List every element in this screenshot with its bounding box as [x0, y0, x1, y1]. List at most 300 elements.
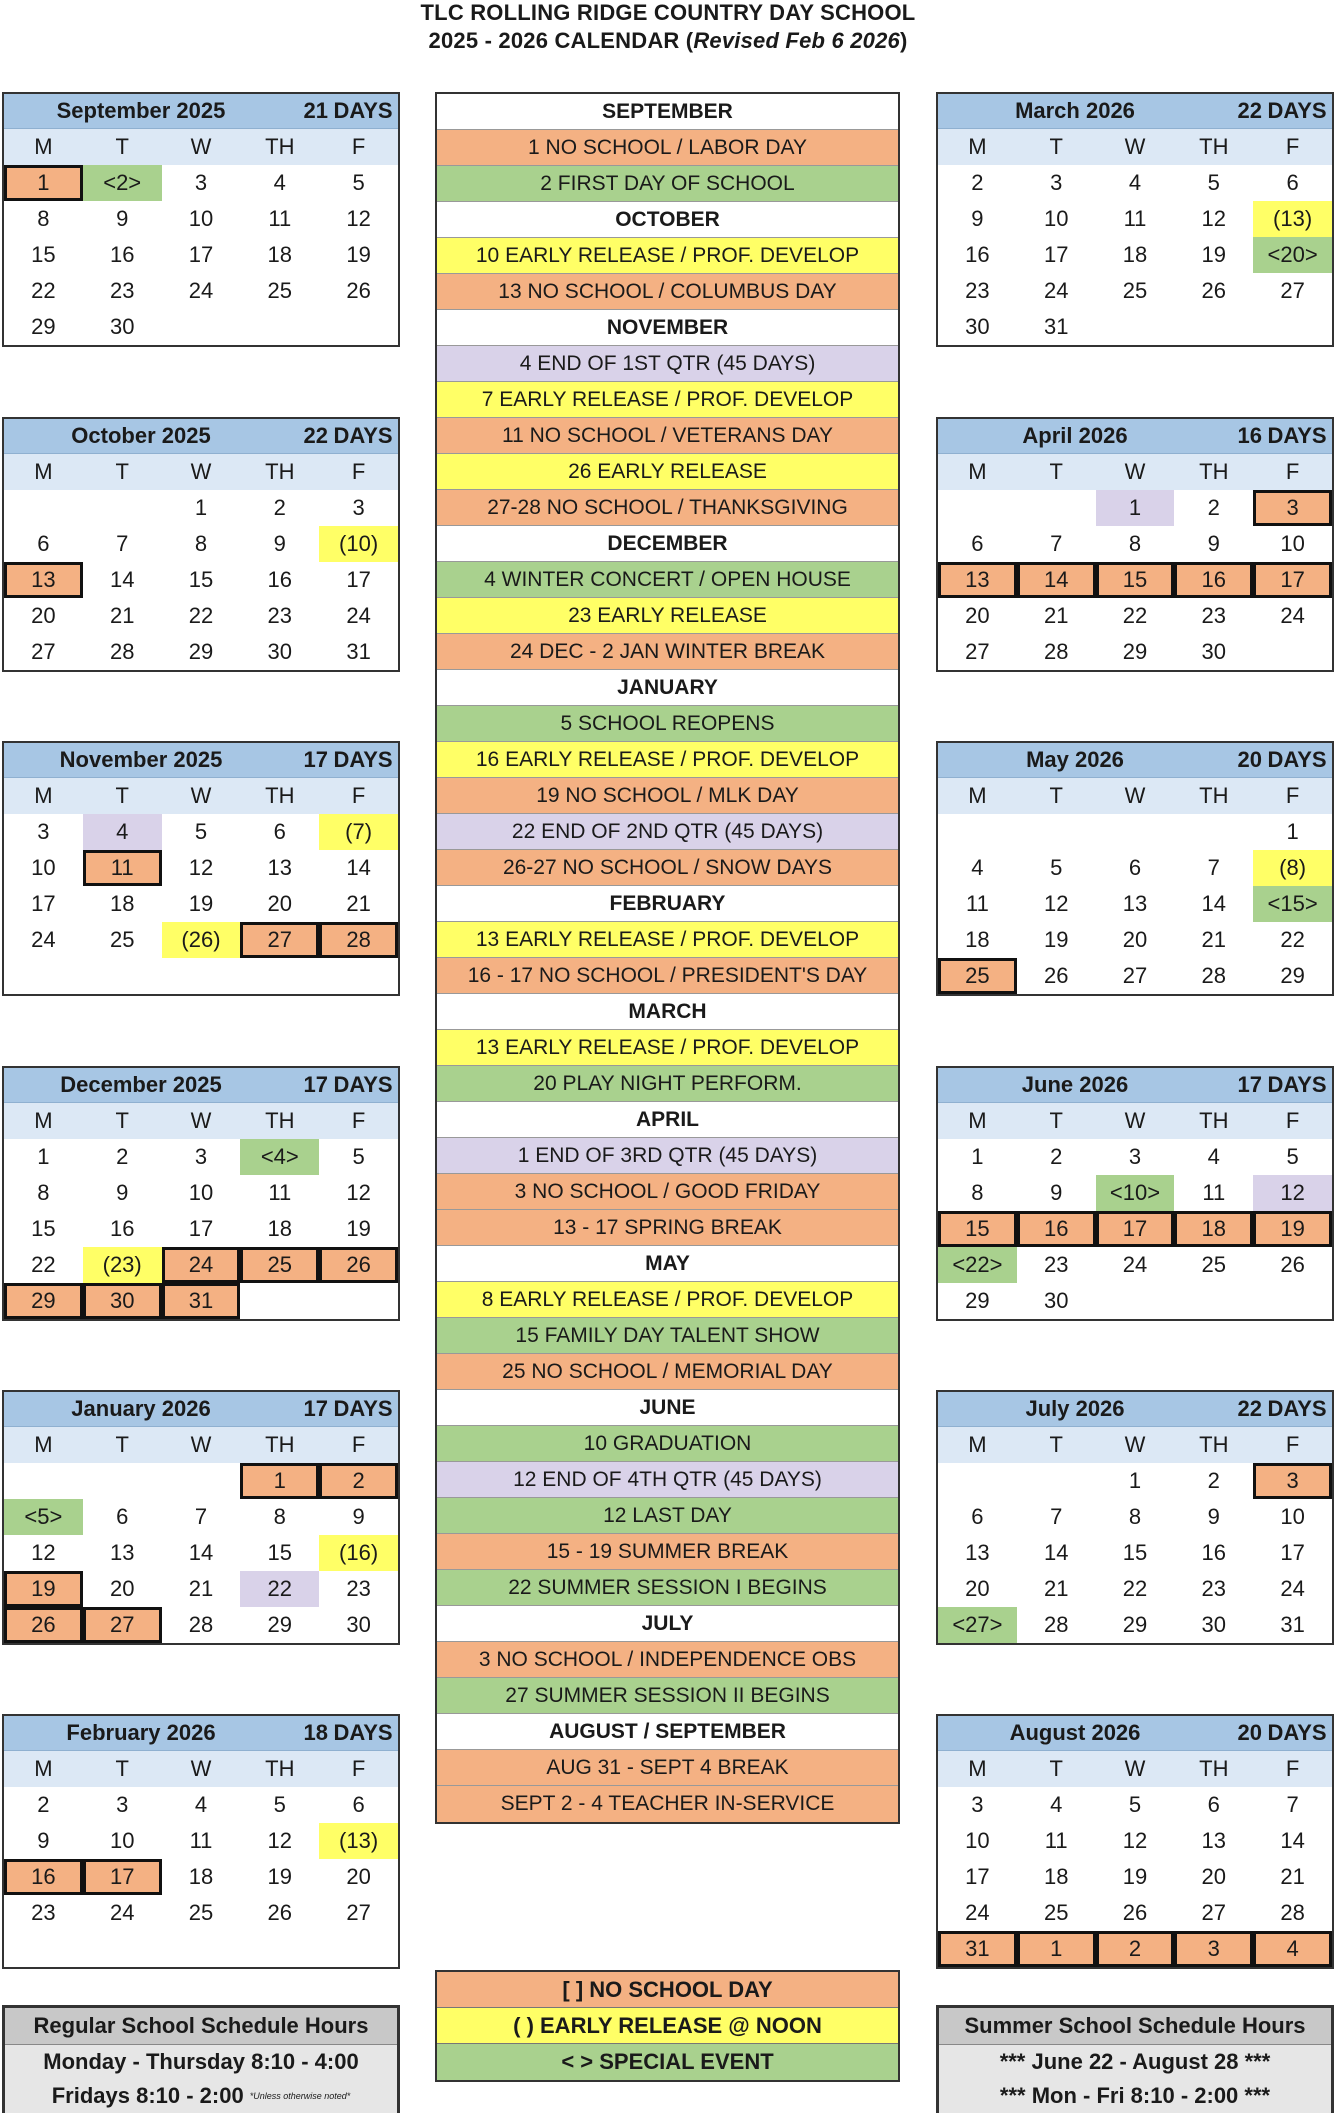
day-cell: 2 — [116, 1144, 129, 1169]
weekday-label: M — [34, 459, 53, 484]
day-cell: 24 — [1280, 1576, 1305, 1601]
day-cell — [4, 1931, 83, 1967]
week-row — [938, 1607, 1332, 1643]
day-cell: 7 — [116, 531, 129, 556]
day-cell — [1096, 309, 1175, 345]
event-month-heading: APRIL — [437, 1102, 898, 1138]
revised-date: Revised Feb 6 2026 — [693, 28, 900, 53]
weekday-label: F — [351, 459, 366, 484]
month-name: February 2026 — [66, 1720, 216, 1745]
week-row — [938, 562, 1332, 598]
day-cell: 23 — [31, 1900, 56, 1925]
weekday-label: TH — [265, 783, 295, 808]
day-cell: 3 — [1253, 490, 1332, 526]
event-item: 22 SUMMER SESSION I BEGINS — [437, 1570, 898, 1606]
day-cell: 28 — [319, 922, 398, 958]
week-row — [4, 1895, 398, 1931]
weekday-label: W — [190, 1432, 212, 1457]
day-cell: (8) — [1253, 850, 1332, 886]
day-cell: 26 — [267, 1900, 293, 1925]
day-cell — [240, 1931, 319, 1967]
day-cell: 21 — [109, 603, 135, 628]
day-cell: 27 — [1280, 278, 1305, 303]
weekday-label: T — [1049, 134, 1063, 159]
week-row — [4, 1211, 398, 1247]
month-header — [4, 419, 398, 454]
day-cell: 25 — [938, 958, 1017, 994]
event-item: 25 NO SCHOOL / MEMORIAL DAY — [437, 1354, 898, 1390]
day-cell — [1017, 490, 1096, 526]
weekday-label: T — [1049, 459, 1063, 484]
day-cell: 16 — [1174, 562, 1253, 598]
day-cell: 8 — [273, 1504, 286, 1529]
regular-hours-line2: Fridays 8:10 - 2:00 — [51, 2083, 244, 2108]
day-cell: 6 — [971, 531, 984, 556]
day-cell: 16 — [1201, 1540, 1227, 1565]
day-cell: 28 — [1043, 1612, 1069, 1637]
month-name: June 2026 — [1021, 1072, 1129, 1097]
week-row — [938, 273, 1332, 309]
day-cell: 10 — [1280, 1504, 1305, 1529]
event-item: 2 FIRST DAY OF SCHOOL — [437, 166, 898, 202]
day-cell: <15> — [1253, 886, 1332, 922]
day-cell: 5 — [273, 1792, 286, 1817]
day-cell: 17 — [1253, 562, 1332, 598]
day-cell: 18 — [1043, 1864, 1069, 1889]
month-calendar — [2, 1066, 400, 1321]
summer-hours-box — [936, 2005, 1334, 2113]
week-row — [938, 490, 1332, 526]
event-item: 7 EARLY RELEASE / PROF. DEVELOP — [437, 382, 898, 418]
month-name: December 2025 — [60, 1072, 222, 1097]
day-cell: 25 — [1201, 1252, 1227, 1277]
week-row — [938, 958, 1332, 994]
day-cell — [938, 490, 1017, 526]
weekday-header-row — [938, 1427, 1332, 1463]
day-cell: 29 — [4, 1283, 83, 1319]
week-row — [938, 1823, 1332, 1859]
day-cell: 27 — [240, 922, 319, 958]
day-cell — [938, 814, 1017, 850]
day-cell: 12 — [1253, 1175, 1332, 1211]
day-cell — [4, 958, 83, 994]
day-cell: 11 — [1044, 1828, 1068, 1853]
event-item: 3 NO SCHOOL / GOOD FRIDAY — [437, 1174, 898, 1210]
day-cell: 16 — [4, 1859, 83, 1895]
day-cell: 8 — [37, 1180, 50, 1205]
weekday-label: W — [190, 1756, 212, 1781]
day-cell: 2 — [1207, 1468, 1220, 1493]
day-cell: 4 — [1207, 1144, 1220, 1169]
days-label: DAYS — [1267, 1396, 1327, 1421]
month-header — [4, 743, 398, 778]
day-cell — [319, 1283, 398, 1319]
day-cell: 24 — [162, 1247, 241, 1283]
legend-item: ( ) EARLY RELEASE @ NOON — [437, 2008, 898, 2044]
day-cell: (23) — [83, 1247, 162, 1283]
day-cell: 9 — [37, 1828, 50, 1853]
week-row — [4, 634, 398, 670]
weekday-label: F — [351, 783, 366, 808]
day-cell — [83, 490, 162, 526]
weekday-label: TH — [265, 134, 295, 159]
weekday-label: W — [1124, 459, 1146, 484]
month-day-count: 17 — [1237, 1072, 1262, 1097]
day-cell: 6 — [273, 819, 286, 844]
event-item: 12 END OF 4TH QTR (45 DAYS) — [437, 1462, 898, 1498]
day-cell: 19 — [1122, 1864, 1148, 1889]
day-cell: 12 — [346, 1180, 371, 1205]
week-row — [938, 1931, 1332, 1967]
week-row — [938, 526, 1332, 562]
event-item: 4 WINTER CONCERT / OPEN HOUSE — [437, 562, 898, 598]
day-cell: 27 — [1201, 1900, 1227, 1925]
day-cell: <27> — [938, 1607, 1017, 1643]
week-row — [4, 1859, 398, 1895]
day-cell: (10) — [319, 526, 398, 562]
week-row — [4, 598, 398, 634]
week-row — [4, 1139, 398, 1175]
day-cell: 24 — [1280, 603, 1305, 628]
day-cell — [4, 1463, 83, 1499]
event-item: 10 EARLY RELEASE / PROF. DEVELOP — [437, 238, 898, 274]
weekday-label: T — [115, 459, 129, 484]
day-cell: 25 — [1043, 1900, 1069, 1925]
day-cell — [240, 1283, 319, 1319]
day-cell — [162, 958, 241, 994]
day-cell: 3 — [194, 170, 208, 195]
weekday-label: F — [351, 1108, 366, 1133]
weekday-label: M — [34, 1108, 53, 1133]
day-cell — [319, 309, 398, 345]
day-cell: 20 — [109, 1576, 135, 1601]
day-cell — [1253, 309, 1332, 345]
day-cell: (7) — [319, 814, 398, 850]
week-row — [4, 309, 398, 345]
day-cell: 6 — [37, 531, 50, 556]
day-cell — [162, 309, 241, 345]
event-item: 15 - 19 SUMMER BREAK — [437, 1534, 898, 1570]
day-cell: 26 — [1280, 1252, 1305, 1277]
day-cell — [83, 1931, 162, 1967]
day-cell: 5 — [1286, 1144, 1299, 1169]
day-cell: 6 — [1286, 170, 1299, 195]
day-cell: 5 — [1207, 170, 1220, 195]
day-cell: 26 — [1201, 278, 1227, 303]
weekday-header-row — [938, 454, 1332, 490]
day-cell: 24 — [346, 603, 371, 628]
day-cell: 20 — [267, 891, 293, 916]
month-calendar — [936, 1066, 1334, 1321]
month-day-count: 16 — [1237, 423, 1262, 448]
month-day-count: 18 — [303, 1720, 328, 1745]
day-cell: 12 — [188, 855, 214, 880]
day-cell: 17 — [83, 1859, 162, 1895]
day-cell: 7 — [194, 1504, 208, 1529]
day-cell: 5 — [1050, 855, 1063, 880]
day-cell: 20 — [1201, 1864, 1227, 1889]
week-row — [938, 1859, 1332, 1895]
weekday-label: W — [190, 1108, 212, 1133]
day-cell: 22 — [1122, 1576, 1148, 1601]
regular-hours-note: *Unless otherwise noted* — [249, 2091, 351, 2101]
day-cell: (13) — [1253, 201, 1332, 237]
day-cell: 29 — [1122, 639, 1148, 664]
day-cell: 13 — [1201, 1828, 1227, 1853]
week-row — [938, 850, 1332, 886]
day-cell: 20 — [965, 603, 990, 628]
event-item: 16 - 17 NO SCHOOL / PRESIDENT'S DAY — [437, 958, 898, 994]
event-item: 12 LAST DAY — [437, 1498, 898, 1534]
day-cell: 5 — [194, 819, 208, 844]
day-cell: 29 — [31, 314, 56, 339]
day-cell: 27 — [83, 1607, 162, 1643]
day-cell: 17 — [188, 1216, 214, 1241]
month-name: April 2026 — [1022, 423, 1128, 448]
weekday-label: W — [1124, 1108, 1146, 1133]
legend — [435, 1970, 900, 2082]
day-cell: 17 — [1043, 242, 1069, 267]
legend-item: [ ] NO SCHOOL DAY — [437, 1972, 898, 2008]
day-cell — [83, 958, 162, 994]
week-row — [938, 1499, 1332, 1535]
weekday-label: M — [968, 1108, 987, 1133]
week-row — [4, 273, 398, 309]
weekday-label: TH — [1199, 134, 1229, 159]
week-row — [4, 1247, 398, 1283]
weekday-label: W — [190, 459, 212, 484]
event-item: 13 - 17 SPRING BREAK — [437, 1210, 898, 1246]
day-cell: 30 — [965, 314, 990, 339]
day-cell: 2 — [1050, 1144, 1063, 1169]
week-row — [4, 1499, 398, 1535]
days-label: DAYS — [1267, 423, 1327, 448]
day-cell — [1174, 1283, 1253, 1319]
day-cell: 5 — [352, 170, 365, 195]
regular-hours-box — [2, 2005, 400, 2113]
day-cell: 7 — [1050, 531, 1063, 556]
weekday-label: F — [351, 1756, 366, 1781]
day-cell: 28 — [109, 639, 135, 664]
day-cell: 19 — [267, 1864, 293, 1889]
day-cell: (16) — [319, 1535, 398, 1571]
day-cell — [1017, 1463, 1096, 1499]
day-cell: 10 — [188, 206, 214, 231]
week-row — [938, 922, 1332, 958]
weekday-header-row — [938, 1751, 1332, 1787]
day-cell: 6 — [116, 1504, 129, 1529]
day-cell: 21 — [1043, 603, 1069, 628]
day-cell: 4 — [1253, 1931, 1332, 1967]
day-cell: 27 — [965, 639, 990, 664]
day-cell: 28 — [1043, 639, 1069, 664]
days-label: DAYS — [1267, 98, 1327, 123]
event-item: 5 SCHOOL REOPENS — [437, 706, 898, 742]
day-cell: 7 — [1050, 1504, 1063, 1529]
week-row — [938, 1895, 1332, 1931]
day-cell: 21 — [1201, 927, 1227, 952]
month-header — [4, 1068, 398, 1103]
event-month-heading: MARCH — [437, 994, 898, 1030]
event-item: 3 NO SCHOOL / INDEPENDENCE OBS — [437, 1642, 898, 1678]
day-cell: 22 — [31, 1252, 56, 1277]
day-cell: 10 — [109, 1828, 135, 1853]
week-row — [4, 886, 398, 922]
week-row — [938, 886, 1332, 922]
day-cell: 23 — [267, 603, 293, 628]
month-calendar — [2, 417, 400, 672]
day-cell: 20 — [965, 1576, 990, 1601]
day-cell: 15 — [31, 1216, 56, 1241]
week-row — [938, 814, 1332, 850]
weekday-label: T — [1049, 783, 1063, 808]
event-item: 10 GRADUATION — [437, 1426, 898, 1462]
weekday-label: TH — [265, 1108, 295, 1133]
days-label: DAYS — [333, 423, 393, 448]
weekday-label: M — [968, 1756, 987, 1781]
month-calendar — [2, 92, 400, 347]
week-row — [4, 1175, 398, 1211]
day-cell: 6 — [352, 1792, 365, 1817]
summer-hours-line1: *** June 22 - August 28 *** — [939, 2045, 1331, 2079]
day-cell: 19 — [1201, 242, 1227, 267]
day-cell: 25 — [188, 1900, 214, 1925]
day-cell: 16 — [1017, 1211, 1096, 1247]
day-cell: 17 — [346, 567, 371, 592]
weekday-label: M — [968, 459, 987, 484]
weekday-label: TH — [265, 459, 295, 484]
regular-hours-line2-row — [5, 2079, 397, 2113]
day-cell: 25 — [1122, 278, 1148, 303]
day-cell: 1 — [971, 1144, 984, 1169]
event-item: 23 EARLY RELEASE — [437, 598, 898, 634]
day-cell: 13 — [267, 855, 293, 880]
day-cell — [1096, 814, 1175, 850]
month-name: July 2026 — [1025, 1396, 1125, 1421]
day-cell: 10 — [965, 1828, 990, 1853]
day-cell: 31 — [1043, 314, 1069, 339]
day-cell: 11 — [189, 1828, 213, 1853]
day-cell — [240, 309, 319, 345]
week-row — [4, 237, 398, 273]
week-row — [938, 634, 1332, 670]
day-cell: (13) — [319, 1823, 398, 1859]
month-name: September 2025 — [56, 98, 226, 123]
weekday-header-row — [4, 1751, 398, 1787]
day-cell: 12 — [267, 1828, 293, 1853]
day-cell: 21 — [188, 1576, 214, 1601]
day-cell — [938, 1463, 1017, 1499]
day-cell: 7 — [1286, 1792, 1299, 1817]
week-row — [4, 165, 398, 201]
weekday-label: M — [968, 1432, 987, 1457]
month-name: November 2025 — [59, 747, 223, 772]
month-header — [938, 419, 1332, 454]
day-cell: 12 — [1201, 206, 1227, 231]
event-item: 22 END OF 2ND QTR (45 DAYS) — [437, 814, 898, 850]
day-cell: 15 — [31, 242, 56, 267]
day-cell: 31 — [346, 639, 371, 664]
week-row — [4, 1787, 398, 1823]
month-calendar — [936, 741, 1334, 996]
weekday-label: T — [115, 134, 129, 159]
day-cell: 25 — [109, 927, 135, 952]
day-cell: 30 — [1043, 1288, 1069, 1313]
weekday-label: T — [115, 1108, 129, 1133]
week-row — [4, 1931, 398, 1967]
day-cell: 20 — [31, 603, 56, 628]
day-cell: 11 — [268, 1180, 292, 1205]
day-cell: 28 — [1201, 963, 1227, 988]
day-cell: 10 — [188, 1180, 214, 1205]
weekday-label: T — [1049, 1432, 1063, 1457]
day-cell: 5 — [352, 1144, 365, 1169]
month-header — [938, 1716, 1332, 1751]
day-cell: 6 — [1207, 1792, 1220, 1817]
month-day-count: 22 — [303, 423, 328, 448]
week-row — [4, 201, 398, 237]
day-cell — [1017, 814, 1096, 850]
month-day-count: 22 — [1237, 98, 1262, 123]
event-month-heading: JULY — [437, 1606, 898, 1642]
event-month-heading: NOVEMBER — [437, 310, 898, 346]
day-cell: 2 — [37, 1792, 50, 1817]
month-name: May 2026 — [1026, 747, 1124, 772]
day-cell: 9 — [116, 1180, 129, 1205]
month-day-count: 22 — [1237, 1396, 1262, 1421]
month-day-count: 20 — [1237, 747, 1262, 772]
month-name: August 2026 — [1009, 1720, 1141, 1745]
day-cell: 13 — [938, 562, 1017, 598]
event-item: 4 END OF 1ST QTR (45 DAYS) — [437, 346, 898, 382]
day-cell: <10> — [1096, 1175, 1175, 1211]
day-cell: 2 — [971, 170, 984, 195]
weekday-label: F — [1285, 134, 1300, 159]
day-cell: 18 — [267, 1216, 293, 1241]
weekday-label: TH — [1199, 1756, 1229, 1781]
day-cell: 15 — [267, 1540, 293, 1565]
day-cell: 18 — [1122, 242, 1148, 267]
week-row — [938, 1535, 1332, 1571]
week-row — [938, 201, 1332, 237]
day-cell: 23 — [346, 1576, 371, 1601]
day-cell: 19 — [1043, 927, 1069, 952]
day-cell — [83, 1463, 162, 1499]
event-month-heading: JUNE — [437, 1390, 898, 1426]
event-item: 27 SUMMER SESSION II BEGINS — [437, 1678, 898, 1714]
day-cell: 18 — [109, 891, 135, 916]
day-cell: 11 — [1123, 206, 1147, 231]
weekday-header-row — [4, 1427, 398, 1463]
calendar-subtitle — [0, 28, 1336, 54]
event-item: 15 FAMILY DAY TALENT SHOW — [437, 1318, 898, 1354]
day-cell: 23 — [1043, 1252, 1069, 1277]
days-label: DAYS — [333, 1396, 393, 1421]
event-item: 13 EARLY RELEASE / PROF. DEVELOP — [437, 1030, 898, 1066]
day-cell: 3 — [116, 1792, 129, 1817]
event-item: 16 EARLY RELEASE / PROF. DEVELOP — [437, 742, 898, 778]
day-cell: 13 — [965, 1540, 990, 1565]
week-row — [938, 1463, 1332, 1499]
month-day-count: 20 — [1237, 1720, 1262, 1745]
event-item: AUG 31 - SEPT 4 BREAK — [437, 1750, 898, 1786]
month-header — [4, 1392, 398, 1427]
day-cell: 18 — [1174, 1211, 1253, 1247]
day-cell: 29 — [1280, 963, 1305, 988]
day-cell: 16 — [109, 1216, 135, 1241]
day-cell: 17 — [31, 891, 56, 916]
day-cell: 4 — [1050, 1792, 1063, 1817]
